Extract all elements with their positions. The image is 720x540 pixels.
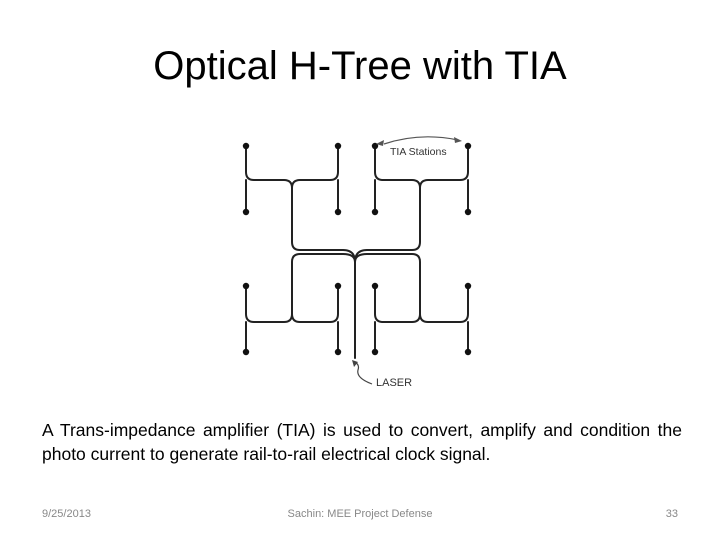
h-tree-diagram — [225, 128, 490, 393]
tia-station — [335, 283, 341, 289]
laser-arrow — [354, 362, 372, 384]
footer-page-number: 33 — [665, 508, 678, 520]
tia-station — [243, 209, 249, 215]
tia-arrow — [384, 137, 458, 144]
tia-station — [243, 143, 249, 149]
tia-station — [372, 209, 378, 215]
tia-station — [465, 143, 471, 149]
footer-date: 9/25/2013 — [42, 508, 91, 520]
tia-station — [372, 349, 378, 355]
tia-station — [335, 209, 341, 215]
slide-title: Optical H-Tree with TIA — [153, 44, 567, 88]
tia-station — [243, 283, 249, 289]
tia-station-dots — [243, 143, 471, 355]
tia-station — [335, 349, 341, 355]
laser-label: LASER — [376, 377, 413, 389]
tia-station — [465, 349, 471, 355]
tia-stations-label: TIA Stations — [390, 146, 447, 158]
footer-center: Sachin: MEE Project Defense — [287, 508, 433, 520]
tia-station — [335, 143, 341, 149]
tia-station — [465, 209, 471, 215]
tia-station — [372, 283, 378, 289]
slide-caption: A Trans-impedance amplifier (TIA) is used to convert, amplify and condition the photo current to generate rail-to-rail electrical clock signal. — [42, 420, 682, 464]
h-tree-lines — [246, 146, 468, 358]
tia-station — [465, 283, 471, 289]
tia-station — [243, 349, 249, 355]
